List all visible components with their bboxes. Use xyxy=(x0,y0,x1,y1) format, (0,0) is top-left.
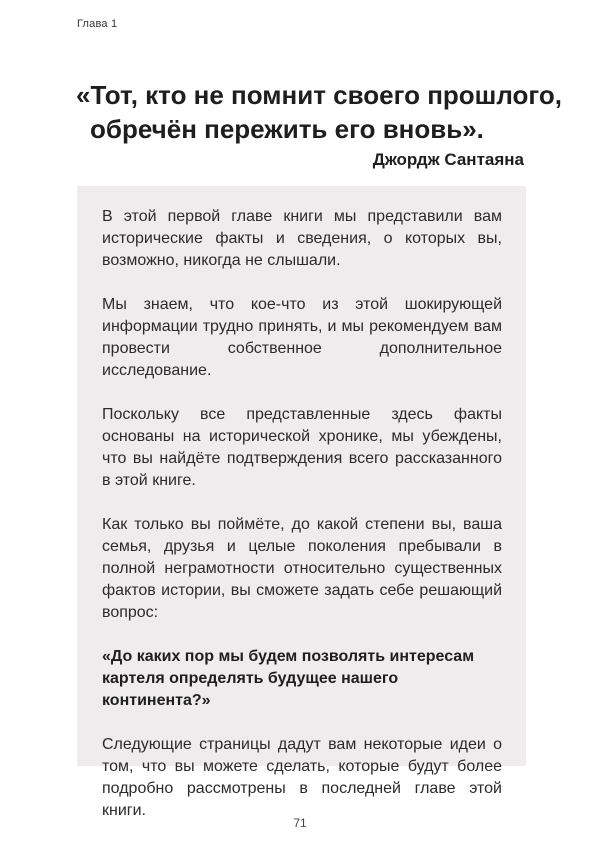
chapter-summary-box xyxy=(77,186,526,819)
summary-paragraph: Мы знаем, что кое-что из этой шокирующей информации трудно принять, и мы рекомендуем вам провести собственное дополнительное исследование. xyxy=(102,296,502,379)
epigraph-author: Джордж Сантаяна xyxy=(372,150,524,169)
page-number: 71 xyxy=(293,816,307,830)
running-header: Глава 1 xyxy=(77,18,118,30)
summary-paragraph: В этой первой главе книги мы представили вам исторические факты и сведения, о которых вы, возможно, никогда не слышали. xyxy=(102,208,502,269)
epigraph-quote-line-2: обречён пережить его вновь». xyxy=(90,114,484,144)
key-question: «До каких пор мы будем позволять интересам картеля определять будущее нашего континента?» xyxy=(102,648,475,709)
summary-paragraph: Как только вы поймёте, до какой степени вы, ваша семья, друзья и целые поколения пребывали в полной неграмотности относительно существенных фактов истории, вы сможете задать себе решающий вопрос: xyxy=(102,516,502,621)
epigraph-quote-line-1: «Тот, кто не помнит своего прошлого, xyxy=(76,80,563,110)
epigraph xyxy=(76,78,563,170)
summary-paragraph: Поскольку все представленные здесь факты основаны на исторической хронике, мы убеждены, что вы найдёте подтверждения всего рассказанного в этой книге. xyxy=(102,406,502,489)
summary-paragraph: Следующие страницы дадут вам некоторые идеи о том, что вы можете сделать, которые будут более подробно рассмотрены в последней главе этой книги. xyxy=(102,736,502,819)
